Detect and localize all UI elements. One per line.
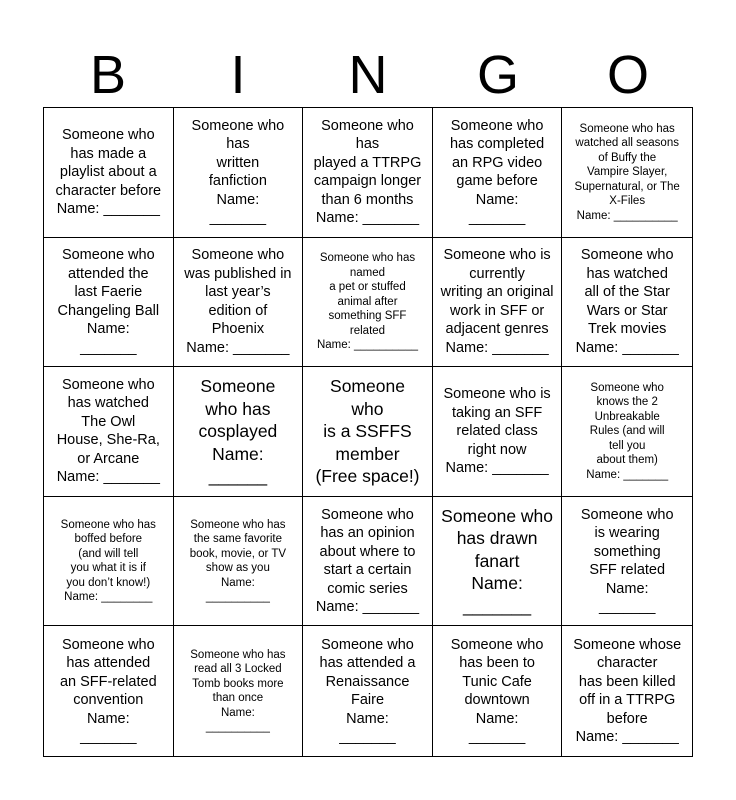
bingo-cell: Someone who has watched all seasons of Buffy the Vampire Slayer, Supernatural, or The X-Files Name: __________ (562, 108, 692, 238)
bingo-cell: Someone who has drawn fanart Name: _______ (433, 497, 563, 627)
bingo-cell: Someone who has completed an RPG video game before Name: _______ (433, 108, 563, 238)
bingo-cell: Someone who has watched all of the Star Wars or Star Trek movies Name: _______ (562, 238, 692, 368)
header-letter-i: I (230, 45, 246, 105)
bingo-cell: Someone who is currently writing an original work in SFF or adjacent genres Name: _______ (433, 238, 563, 368)
bingo-cell: Someone who has been to Tunic Cafe downtown Name: _______ (433, 626, 563, 756)
bingo-cell: Someone who has read all 3 Locked Tomb books more than once Name: __________ (174, 626, 304, 756)
bingo-cell: Someone who has the same favorite book, movie, or TV show as you Name: __________ (174, 497, 304, 627)
bingo-board (43, 107, 693, 757)
bingo-cell: Someone who has watched The Owl House, She-Ra, or Arcane Name: _______ (44, 367, 174, 497)
bingo-cell: Someone who knows the 2 Unbreakable Rules (and will tell you about them) Name: _______ (562, 367, 692, 497)
bingo-cell: Someone who has an opinion about where to start a certain comic series Name: _______ (303, 497, 433, 627)
header-letter-g: G (476, 45, 519, 105)
bingo-cell: Someone who has attended an SFF-related convention Name: _______ (44, 626, 174, 756)
header-letter-o: O (606, 45, 649, 105)
bingo-header (43, 44, 693, 106)
bingo-cell: Someone who has written fanfiction Name: _______ (174, 108, 304, 238)
bingo-cell: Someone who is taking an SFF related class right now Name: _______ (433, 367, 563, 497)
bingo-cell: Someone who has attended a Renaissance Faire Name: _______ (303, 626, 433, 756)
bingo-cell: Someone who has named a pet or stuffed animal after something SFF related Name: __________ (303, 238, 433, 368)
bingo-cell: Someone who has cosplayed Name: ______ (174, 367, 304, 497)
bingo-cell: Someone who has played a TTRPG campaign longer than 6 months Name: _______ (303, 108, 433, 238)
header-letter-b: B (89, 45, 127, 105)
bingo-cell: Someone whose character has been killed off in a TTRPG before Name: _______ (573, 636, 682, 746)
bingo-cell: Someone who has made a playlist about a character before Name: _______ (44, 108, 174, 238)
bingo-cell: Someone who is wearing something SFF related Name: _______ (562, 497, 692, 627)
bingo-cell: Someone who attended the last Faerie Changeling Ball Name: _______ (44, 238, 174, 368)
bingo-cell: Someone who has boffed before (and will tell you what it is if you don’t know!) Name: ________ (44, 497, 174, 627)
header-letter-n: N (348, 45, 388, 105)
bingo-cell: Someone who was published in last year’s edition of Phoenix Name: _______ (174, 238, 304, 368)
free-space-cell: Someone who is a SSFFS member (Free space!) (303, 367, 433, 497)
